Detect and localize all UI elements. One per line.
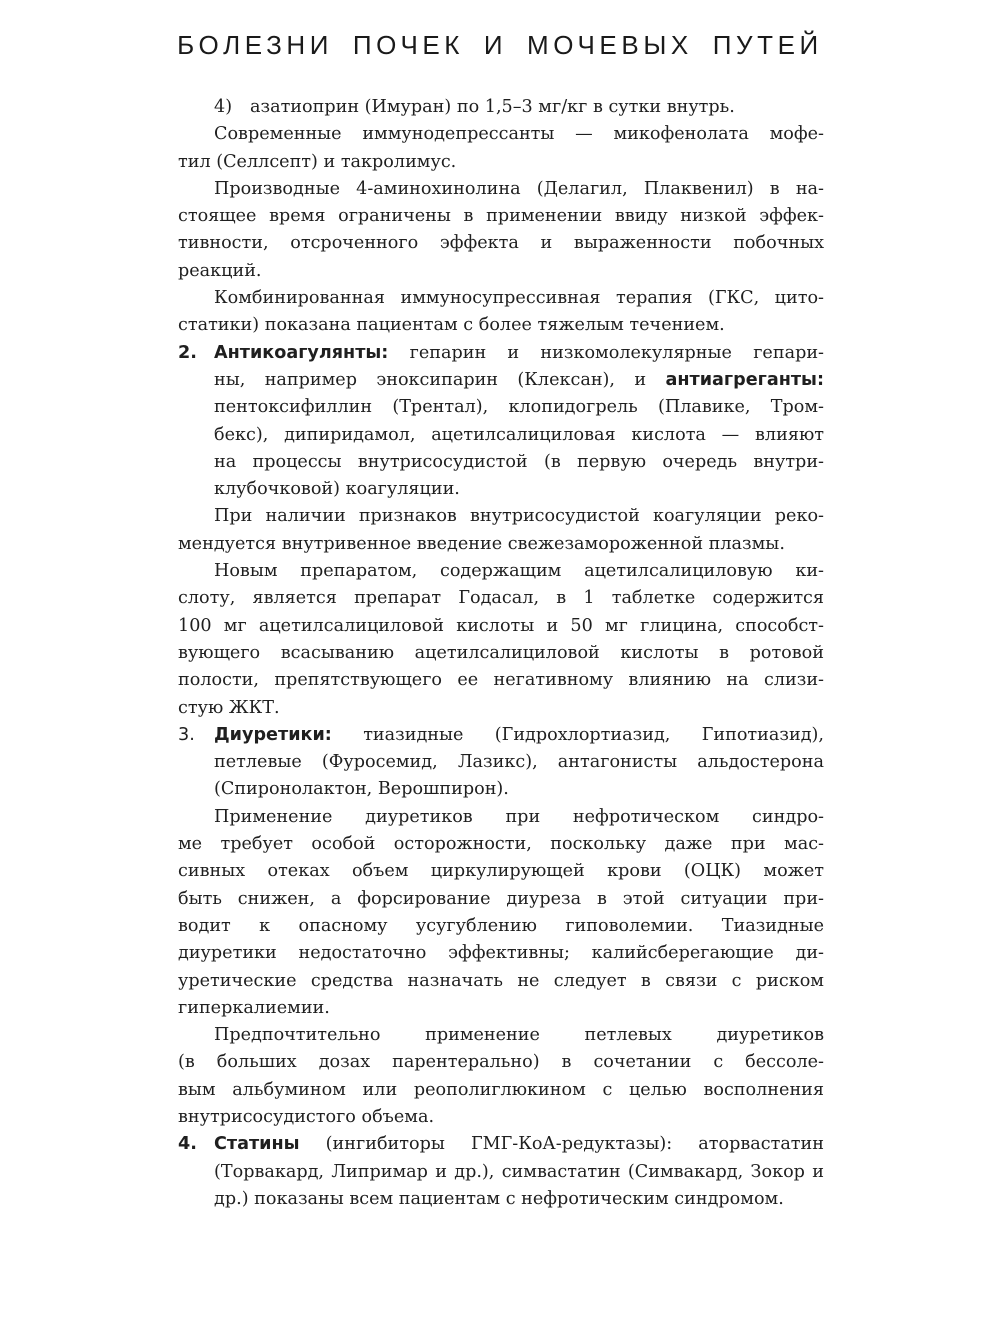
paragraph-aminoquinoline [178, 176, 824, 285]
text-line: петлевые (Фуросемид, Лазикс), антагонисты альдостерона [214, 752, 824, 773]
text-line: (Торвакард, Липримар и др.), симвастатин (Симвакард, Зокор и [214, 1161, 824, 1182]
text-line: сивных отеках объем циркулирующей крови (ОЦК) может [178, 861, 824, 882]
text-line: мендуется внутривенное введение свежезамороженной плазмы. [178, 533, 785, 554]
text-line [178, 722, 824, 749]
text-line: При наличии признаков внутрисосудистой коагуляции реко- [214, 506, 824, 527]
text-line: (в больших дозах парентерально) в сочетании с бессоле- [178, 1052, 824, 1073]
text-line: тивности, отсроченного эффекта и выраженности побочных [178, 233, 824, 254]
text-line: полости, препятствующего ее негативному влиянию на слизи- [178, 670, 824, 691]
section-number: 3. [178, 724, 195, 745]
text-line: стоящее время ограничены в применении ввиду низкой эффек- [178, 206, 824, 227]
paragraph-modern-immunosuppressants [178, 121, 824, 176]
item-number: 4) [214, 97, 233, 117]
text-line: гиперкалиемии. [178, 997, 330, 1018]
text-line [178, 340, 824, 367]
section-anticoagulants [178, 340, 824, 504]
paragraph-combined-therapy [178, 285, 824, 340]
text-line: 100 мг ацетилсалициловой кислоты и 50 мг глицина, способст- [178, 615, 824, 636]
running-title: БОЛЕЗНИ ПОЧЕК И МОЧЕВЫХ ПУТЕЙ [177, 30, 823, 60]
text-line: клубочковой) коагуляции. [214, 479, 460, 500]
text-line: Применение диуретиков при нефротическом синдро- [214, 806, 824, 827]
text-line: др.) показаны всем пациентам с нефротическим синдромом. [214, 1188, 784, 1209]
paragraph-loop-diuretics [178, 1022, 824, 1131]
section-keyword: Антикоагулянты: [214, 342, 389, 363]
page-body [178, 94, 824, 1213]
section-diuretics [178, 722, 824, 804]
section-keyword: Статины [214, 1134, 300, 1155]
text-line: Производные 4-аминохинолина (Делагил, Плаквенил) в на- [214, 178, 824, 199]
paragraph-godasal [178, 558, 824, 722]
section-line-text: тиазидные (Гидрохлортиазид, Гипотиазид), [331, 724, 824, 745]
text-line [214, 367, 824, 394]
section-keyword: Диуретики: [214, 724, 332, 745]
section-number: 2. [178, 342, 197, 363]
text-line [178, 1131, 824, 1158]
section-line-text: (ингибиторы ГМГ-КоА-редуктазы): аторвастатин [299, 1134, 824, 1155]
text-line: Комбинированная иммуносупрессивная терапия (ГКС, цито- [214, 288, 824, 309]
text-line: бекс), дипиридамол, ацетилсалициловая кислота — влияют [214, 424, 824, 445]
text-line: стую ЖКТ. [178, 697, 280, 718]
text-line: вым альбумином или реополиглюкином с целью восполнения [178, 1079, 824, 1100]
section-line-text: гепарин и низкомолекулярные гепари- [388, 342, 824, 363]
section-line-text: ны, например эноксипарин (Клексан), и [214, 369, 666, 390]
text-line: Современные иммунодепрессанты — микофенолата мофе- [214, 124, 824, 145]
text-line: пентоксифиллин (Трентал), клопидогрель (Плавике, Тром- [214, 397, 824, 418]
text-line: Новым препаратом, содержащим ацетилсалициловую ки- [214, 561, 824, 582]
section-statins [178, 1131, 824, 1213]
paragraph-plasma [178, 503, 824, 558]
section-number: 4. [178, 1134, 197, 1155]
section-keyword: антиагреганты: [665, 369, 824, 390]
text-line: на процессы внутрисосудистой (в первую очередь внутри- [214, 451, 824, 472]
text-line: статики) показана пациентам с более тяжелым течением. [178, 315, 725, 336]
list-item-4 [178, 94, 824, 121]
text-line: вующего всасыванию ацетилсалициловой кислоты в ротовой [178, 642, 824, 663]
text-line: ме требует особой осторожности, поскольку даже при мас- [178, 834, 824, 855]
text-line: внутрисосудистого объема. [178, 1106, 435, 1127]
text-line: быть снижен, а форсирование диуреза в этой ситуации при- [178, 888, 824, 909]
text-line: (Спиронолактон, Верошпирон). [214, 779, 509, 800]
text-line: водит к опасному усугублению гиповолемии. Тиазидные [178, 915, 824, 936]
text-line: уретические средства назначать не следует в связи с риском [178, 970, 824, 991]
text-line: слоту, является препарат Годасал, в 1 таблетке содержится [178, 588, 824, 609]
paragraph-diuretics-caution [178, 804, 824, 1022]
text-line: Предпочтительно применение петлевых диуретиков [214, 1025, 824, 1046]
text-line: реакций. [178, 260, 262, 281]
text-line: тил (Селлсепт) и такролимус. [178, 151, 457, 172]
item-text: азатиоприн (Имуран) по 1,5–3 мг/кг в сутки внутрь. [250, 97, 735, 117]
text-line: диуретики недостаточно эффективны; калийсберегающие ди- [178, 943, 824, 964]
